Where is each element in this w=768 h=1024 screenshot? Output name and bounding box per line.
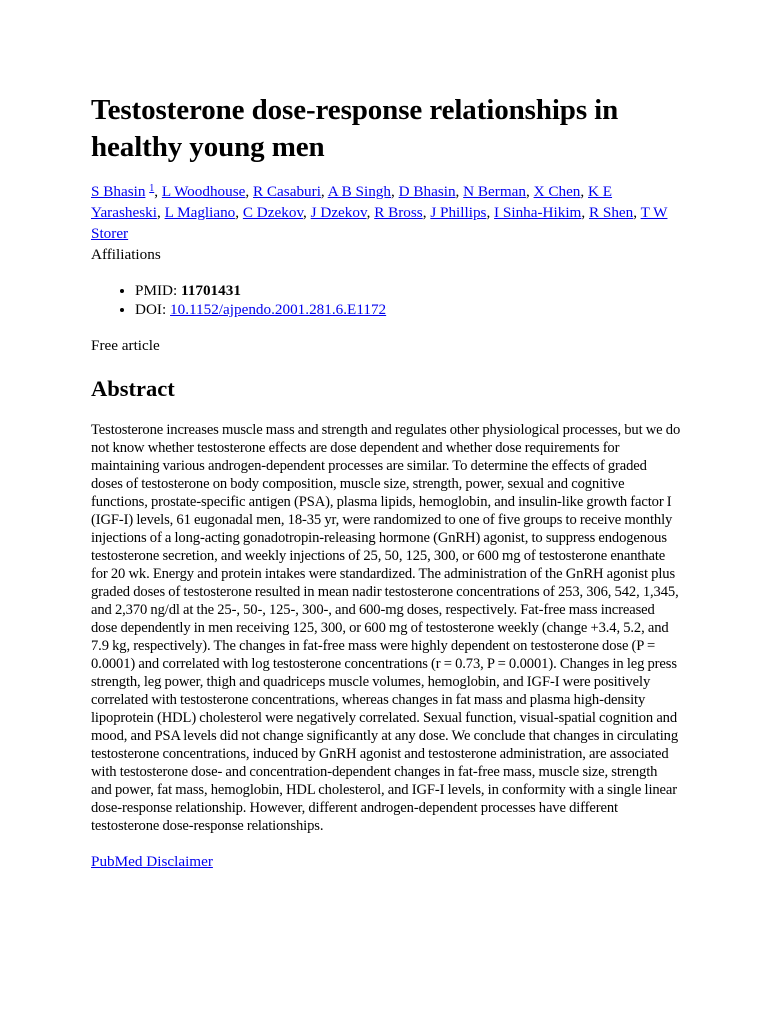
author-link[interactable]: R Shen xyxy=(588,204,634,221)
disclaimer-paragraph xyxy=(91,851,681,872)
author-link[interactable]: R Bross xyxy=(374,204,423,221)
pmid-label: PMID: xyxy=(135,282,181,299)
author-link[interactable]: D Bhasin xyxy=(398,183,456,200)
author-link[interactable]: C Dzekov xyxy=(242,204,304,221)
author-link[interactable]: J Phillips xyxy=(430,204,487,221)
author-link[interactable]: R Casaburi xyxy=(253,183,321,200)
article-page xyxy=(91,92,681,872)
identifier-list xyxy=(91,281,681,319)
author-link[interactable]: A B Singh xyxy=(327,183,391,200)
pubmed-disclaimer-link[interactable]: PubMed Disclaimer xyxy=(91,853,213,870)
author-link[interactable]: N Berman xyxy=(463,183,526,200)
author-link[interactable]: X Chen xyxy=(533,183,581,200)
free-article-label: Free article xyxy=(91,337,160,354)
author-link[interactable]: T W Storer xyxy=(91,204,668,242)
author-link[interactable]: I Sinha-Hikim xyxy=(494,204,582,221)
author-link[interactable]: L Woodhouse xyxy=(161,183,246,200)
pmid-value: 11701431 xyxy=(181,282,241,299)
doi-link[interactable]: 10.1152/ajpendo.2001.281.6.E1172 xyxy=(170,301,387,318)
author-list: S Bhasin $^1$, L Woodhouse, R Casaburi, A B Singh, D Bhasin, N Berman, X Chen, K E Yarasheski, L Magliano, C Dzekov, J Dzekov, R Bross, J Phillips, I Sinha-Hikim, R Shen, T W Storer xyxy=(91,183,668,242)
affiliations-toggle[interactable]: Affiliations xyxy=(91,246,161,263)
affiliation-marker[interactable]: 1 xyxy=(149,183,155,194)
author-link[interactable]: K E Yarasheski xyxy=(91,183,613,221)
abstract-text: Testosterone increases muscle mass and strength and regulates other physiological processes, but we do not know whether testosterone effects are dose dependent and whether dose requirements for maintaining various androgen-dependent processes are similar. To determine the effects of graded doses of testosterone on body composition, muscle size, strength, power, sexual and cognitive functions, prostate-specific antigen (PSA), plasma lipids, hemoglobin, and insulin-like growth factor I (IGF-I) levels, 61 eugonadal men, 18-35 yr, were randomized to one of five groups to receive monthly injections of a long-acting gonadotropin-releasing hormone (GnRH) agonist, to suppress endogenous testosterone secretion, and weekly injections of 25, 50, 125, 300, or 600 mg of testosterone enanthate for 20 wk. Energy and protein intakes were standardized. The administration of the GnRH agonist plus graded doses of testosterone resulted in mean nadir testosterone concentrations of 253, 306, 542, 1,345, and 2,370 ng/dl at the 25-, 50-, 125-, 300-, and 600-mg doses, respectively. Fat-free mass increased dose dependently in men receiving 125, 300, or 600 mg of testosterone weekly (change +3.4, 5.2, and 7.9 kg, respectively). The changes in fat-free mass were highly dependent on testosterone dose (P = 0.0001) and correlated with log testosterone concentrations (r = 0.73, P = 0.0001). Changes in leg press strength, leg power, thigh and quadriceps muscle volumes, hemoglobin, and IGF-I were positively correlated with testosterone concentrations, whereas changes in fat mass and plasma high-density lipoprotein (HDL) cholesterol were negatively correlated. Sexual function, visual-spatial cognition and mood, and PSA levels did not change significantly at any dose. We conclude that changes in circulating testosterone concentrations, induced by GnRH agonist and testosterone administration, are associated with testosterone dose- and concentration-dependent changes in fat-free mass, muscle size, strength and power, fat mass, hemoglobin, HDL cholesterol, and IGF-I levels, in conformity with a single linear dose-response relationship. However, different androgen-dependent processes have different testosterone dose-response relationships. xyxy=(91,422,681,834)
pmid-item xyxy=(135,281,681,300)
doi-item xyxy=(135,300,681,319)
author-link[interactable]: S Bhasin xyxy=(91,183,146,200)
author-link[interactable]: L Magliano xyxy=(164,204,236,221)
author-link[interactable]: J Dzekov xyxy=(310,204,367,221)
article-title: Testosterone dose-response relationships in healthy young men xyxy=(91,94,619,163)
doi-label: DOI: xyxy=(135,301,171,318)
abstract-heading: Abstract xyxy=(91,376,175,401)
